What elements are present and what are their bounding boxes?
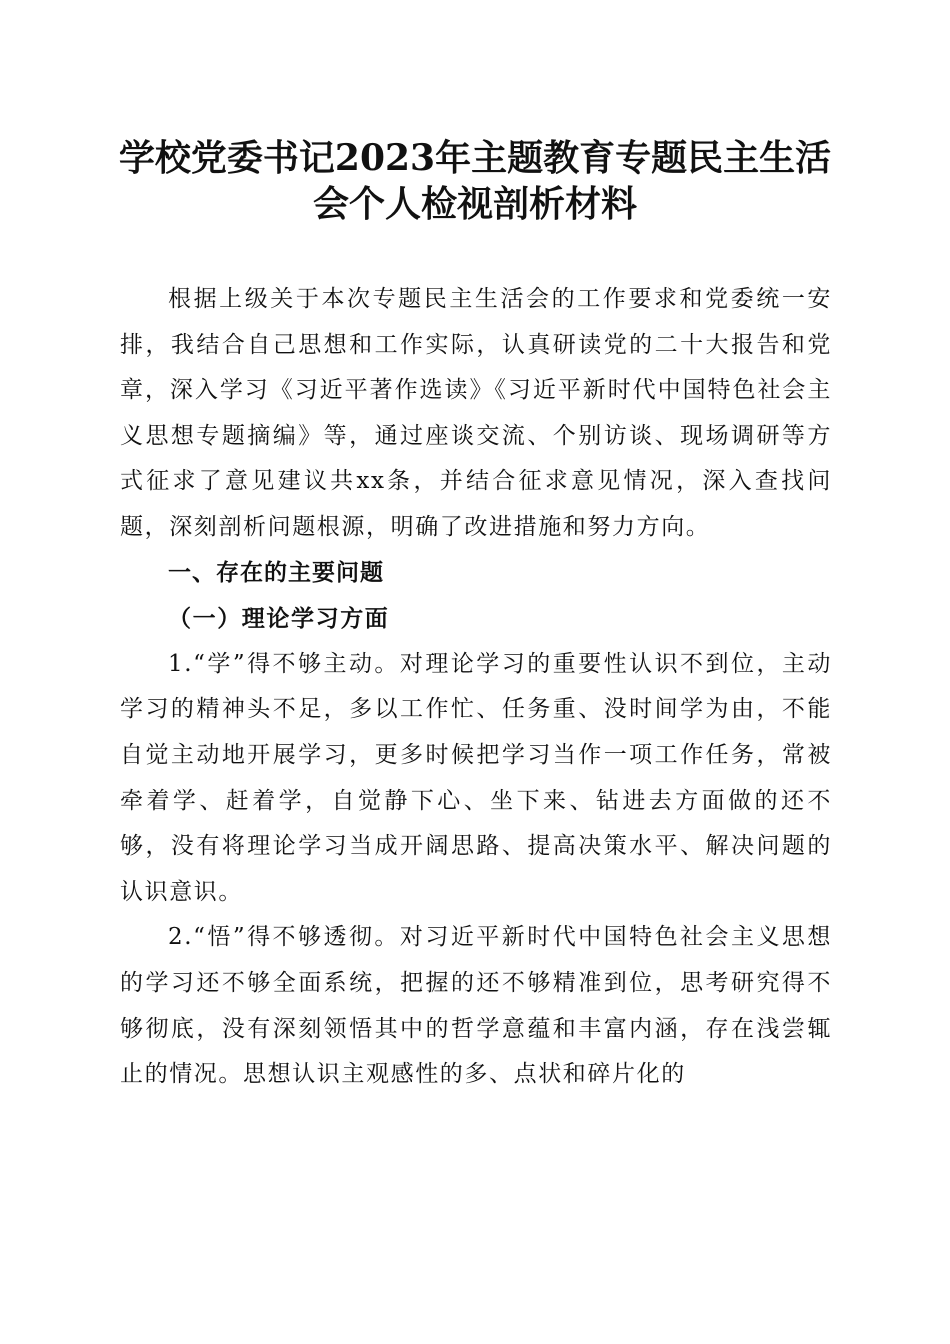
document-body (120, 277, 832, 1098)
title-line-1: 学校党委书记2023年主题教育专题民主生活 (118, 137, 832, 179)
item-paragraph-2: 2.“悟”得不够透彻。对习近平新时代中国特色社会主义思想的学习还不够全面系统，把握的还不够精准到位，思考研究得不够彻底，没有深刻领悟其中的哲学意蕴和丰富内涵，存在浅尝辄止的情况。思想认识主观感性的多、点状和碎片化的 (120, 924, 832, 1088)
subsection-heading-theory-study: （一）理论学习方面 (168, 605, 390, 633)
title-line-2: 会个人检视剖析材料 (312, 183, 637, 225)
item-paragraph-1: 1.“学”得不够主动。对理论学习的重要性认识不到位，主动学习的精神头不足，多以工作忙、任务重、没时间学为由，不能自觉主动地开展学习，更多时候把学习当作一项工作任务，常被牵着学、赶着学，自觉静下心、坐下来、钻进去方面做的还不够，没有将理论学习当成开阔思路、提高决策水平、解决问题的认识意识。 (120, 650, 832, 905)
document-title (80, 135, 870, 227)
section-heading-problems: 一、存在的主要问题 (168, 559, 384, 586)
intro-paragraph: 根据上级关于本次专题民主生活会的工作要求和党委统一安排，我结合自己思想和工作实际，认真研读党的二十大报告和党章，深入学习《习近平著作选读》《习近平新时代中国特色社会主义思想专题摘编》等，通过座谈交流、个别访谈、现场调研等方式征求了意见建议共xx条，并结合征求意见情况，深入查找问题，深刻剖析问题根源，明确了改进措施和努力方向。 (120, 286, 832, 540)
